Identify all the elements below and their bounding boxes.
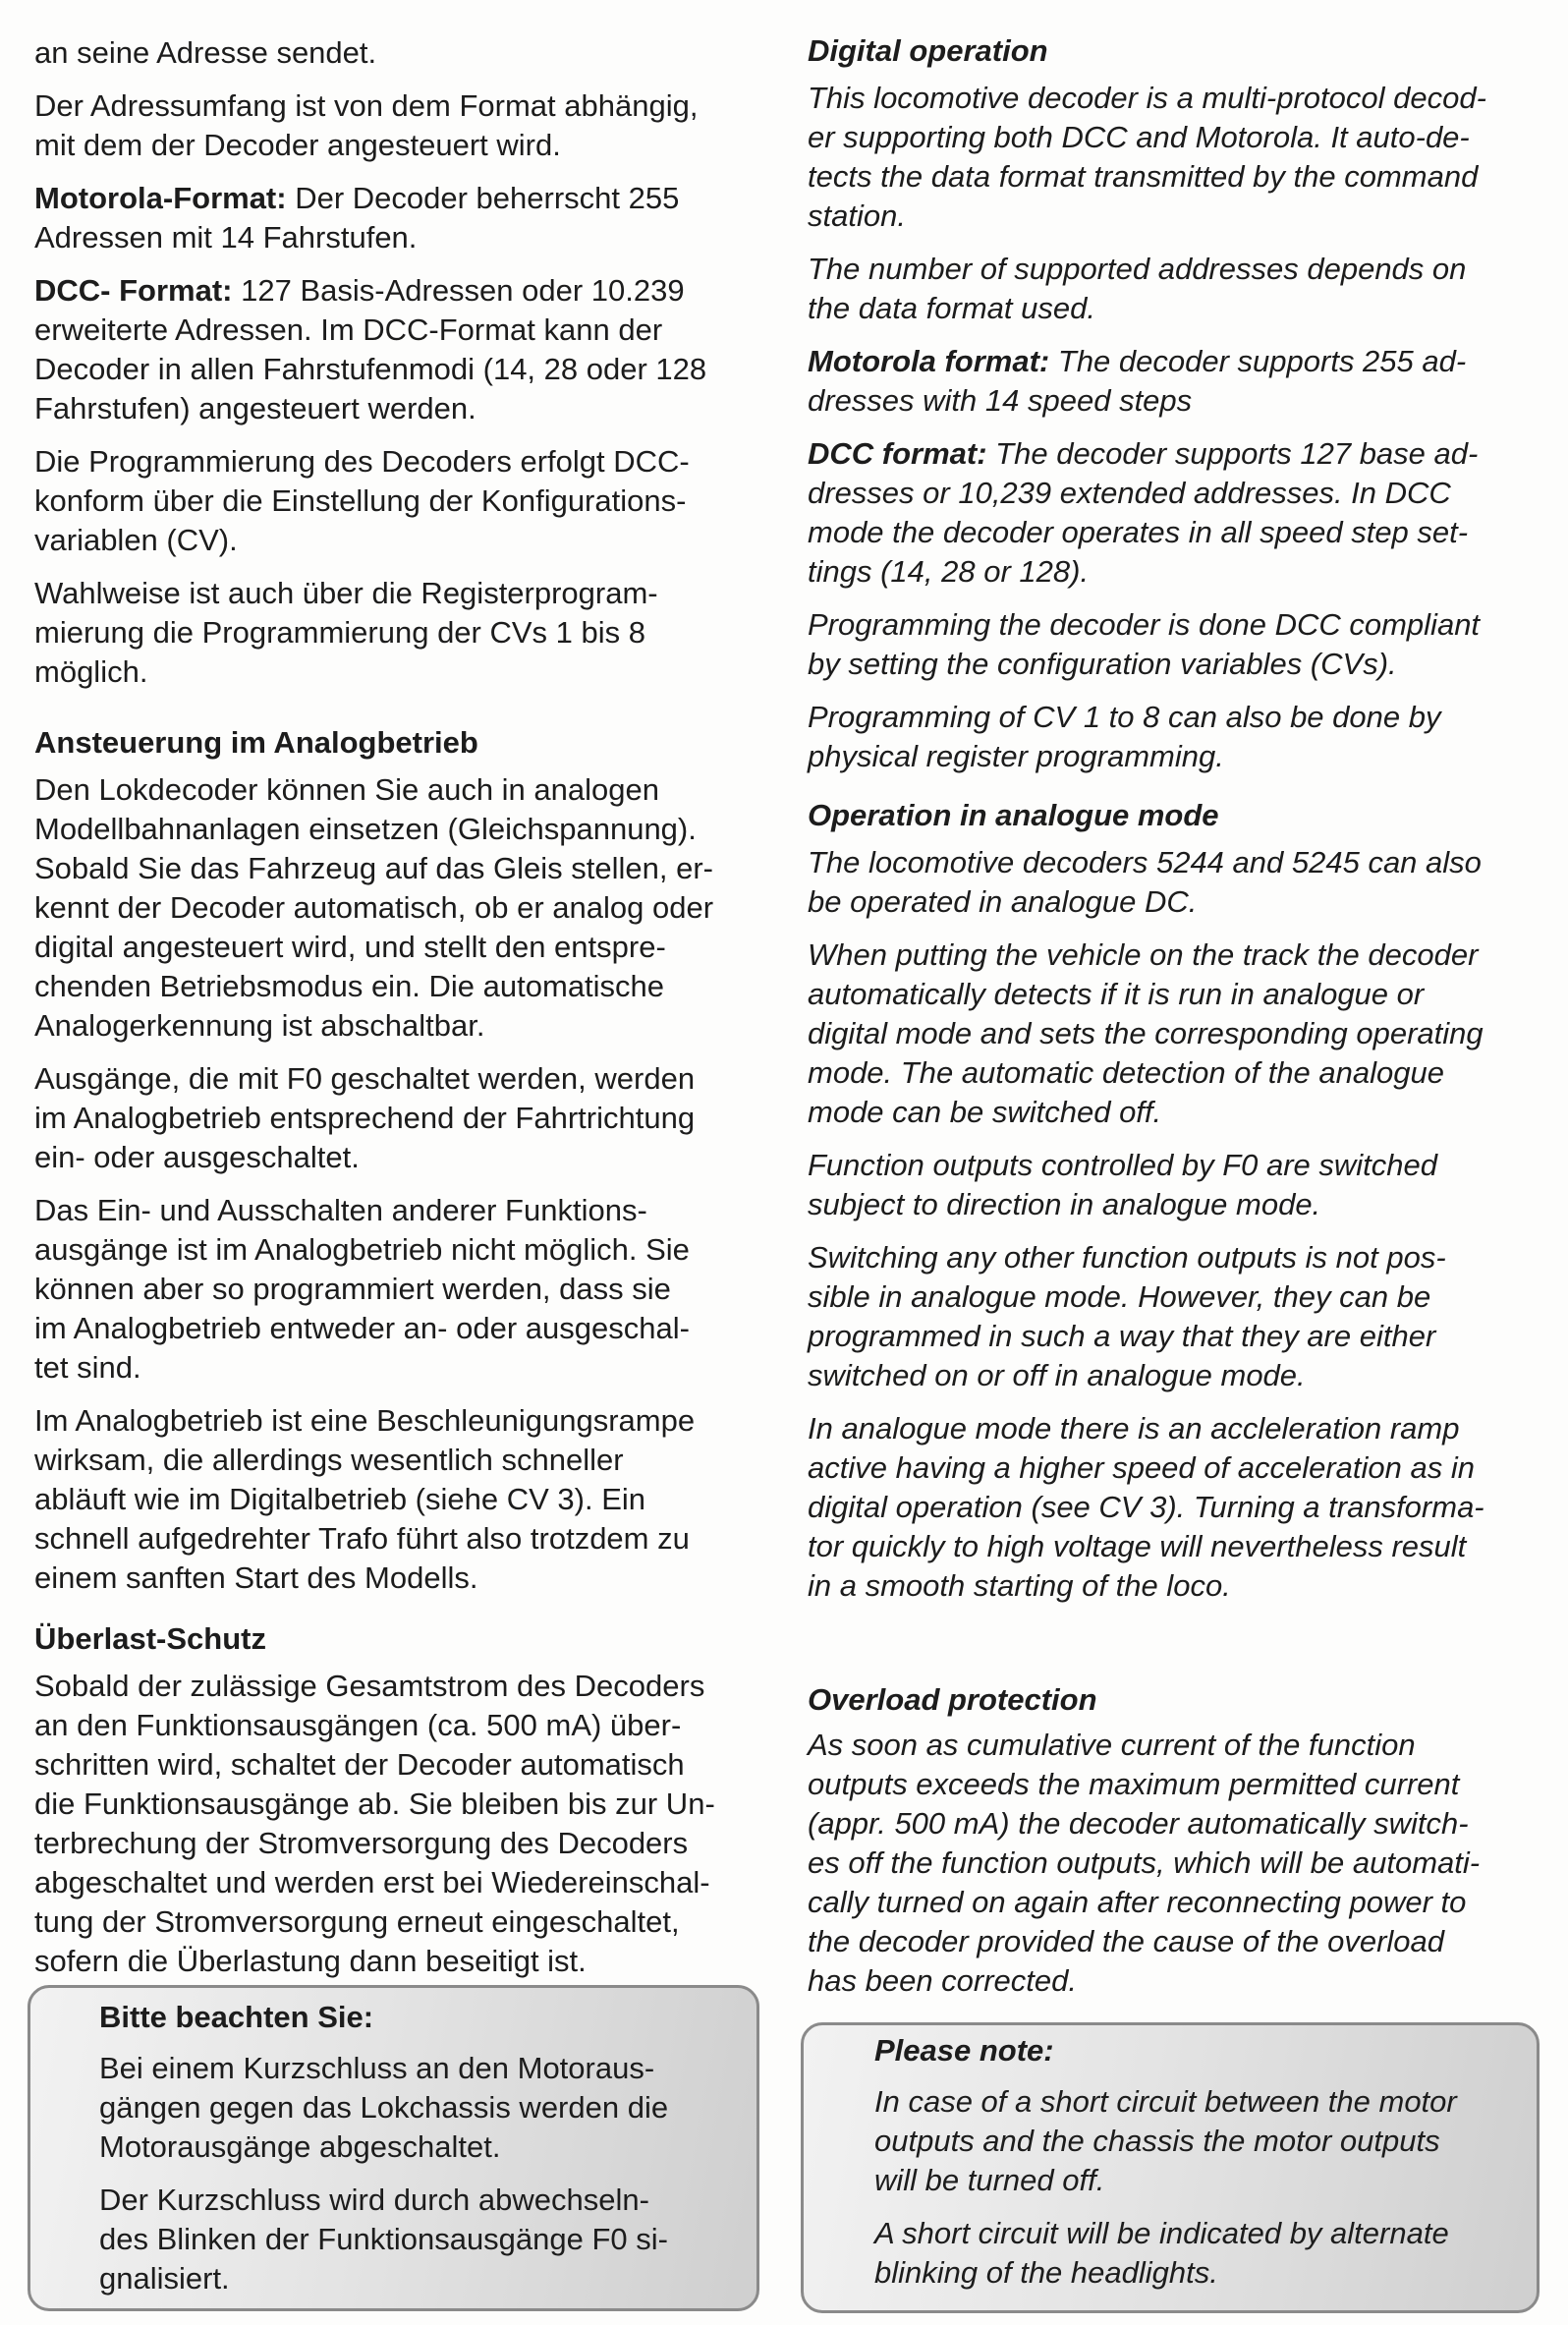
text-span: 127 Basis-Adressen oder 10.239 [232, 273, 685, 308]
text-line: This locomotive decoder is a multi-protocol decod- [808, 81, 1486, 115]
en-digital-p6 [808, 698, 1540, 776]
text-line: Das Ein- und Ausschalten anderer Funktions- [34, 1193, 647, 1227]
text-line: Die Programmierung des Decoders erfolgt DCC- [34, 444, 690, 479]
text-line: Wahlweise ist auch über die Registerprogram- [34, 576, 658, 610]
dcc-format-label: DCC format: [808, 436, 987, 471]
text-line: mode can be switched off. [808, 1095, 1162, 1129]
text-line: will be turned off. [874, 2163, 1105, 2197]
text-line: blinking of the headlights. [874, 2255, 1218, 2290]
text-line: schritten wird, schaltet der Decoder automatisch [34, 1747, 685, 1782]
text-line: chenden Betriebsmodus ein. Die automatische [34, 969, 665, 1003]
text-line: Programming the decoder is done DCC compliant [808, 607, 1481, 642]
en-dcc-format [808, 434, 1540, 592]
en-analog-p1 [808, 843, 1540, 922]
text-line: tor quickly to high voltage will nevertheless result [808, 1529, 1467, 1563]
en-analog-p3 [808, 1146, 1540, 1224]
english-column [808, 31, 1540, 2014]
en-digital-p1 [808, 79, 1540, 236]
text-line: ein- oder ausgeschaltet. [34, 1140, 360, 1174]
en-digital-heading: Digital operation [808, 33, 1048, 68]
en-analog-p5 [808, 1409, 1540, 1606]
text-line: The locomotive decoders 5244 and 5245 can also [808, 845, 1482, 879]
text-line: subject to direction in analogue mode. [808, 1187, 1321, 1221]
text-line: Den Lokdecoder können Sie auch in analogen [34, 772, 659, 807]
text-line: In case of a short circuit between the motor [874, 2084, 1457, 2119]
en-analog-heading: Operation in analogue mode [808, 798, 1219, 832]
text-line: tet sind. [34, 1350, 141, 1385]
text-line: terbrechung der Stromversorgung des Decoders [34, 1826, 689, 1860]
en-note-box [801, 2022, 1540, 2313]
motorola-format-label: Motorola format: [808, 344, 1050, 378]
text-line: by setting the configuration variables (CVs). [808, 647, 1397, 681]
text-line: programmed in such a way that they are either [808, 1319, 1436, 1353]
text-line: die Funktionsausgänge ab. Sie bleiben bis zur Un- [34, 1786, 715, 1821]
text-line: has been corrected. [808, 1963, 1078, 1998]
text-line [34, 271, 766, 311]
text-line: tects the data format transmitted by the command [808, 159, 1479, 194]
text-line: mierung die Programmierung der CVs 1 bis 8 [34, 615, 645, 650]
text-line [808, 342, 1540, 381]
de-intro-p1 [34, 33, 766, 73]
en-note-p2 [874, 2214, 1457, 2293]
text-line: tings (14, 28 or 128). [808, 554, 1090, 589]
text-line: gnalisiert. [99, 2261, 230, 2296]
de-intro-p6 [34, 574, 766, 692]
text-line: active having a higher speed of acceleration as in [808, 1450, 1475, 1485]
de-analog-p1 [34, 770, 766, 1046]
text-span: Der Decoder beherrscht 255 [286, 181, 680, 215]
text-line: an den Funktionsausgängen (ca. 500 mA) über- [34, 1708, 682, 1742]
text-line: (appr. 500 mA) the decoder automatically switch- [808, 1806, 1469, 1841]
text-line: erweiterte Adressen. Im DCC-Format kann der [34, 312, 663, 347]
de-note-content [99, 1998, 668, 2312]
text-line: A short circuit will be indicated by alternate [874, 2216, 1449, 2250]
de-analog-p2 [34, 1059, 766, 1177]
text-line: digital angesteuert wird, und stellt den entspre- [34, 930, 666, 964]
de-overload-heading: Überlast-Schutz [34, 1621, 266, 1656]
text-line: Sobald Sie das Fahrzeug auf das Gleis stellen, er- [34, 851, 713, 885]
text-line: sible in analogue mode. However, they can be [808, 1279, 1431, 1314]
en-digital-p5 [808, 605, 1540, 684]
text-line: es off the function outputs, which will be automati- [808, 1845, 1481, 1880]
de-intro-p5 [34, 442, 766, 560]
text-line: The number of supported addresses depends on [808, 252, 1467, 286]
text-line: Bei einem Kurzschluss an den Motoraus- [99, 2051, 655, 2085]
en-digital-p2 [808, 250, 1540, 328]
text-line: abgeschaltet und werden erst bei Wiedereinschal- [34, 1865, 710, 1900]
text-line: kennt der Decoder automatisch, ob er analog oder [34, 890, 714, 925]
text-line: Analogerkennung ist abschaltbar. [34, 1008, 485, 1043]
text-line: des Blinken der Funktionsausgänge F0 si- [99, 2222, 668, 2256]
text-span: The decoder supports 127 base ad- [986, 436, 1479, 471]
text-line: an seine Adresse sendet. [34, 35, 377, 70]
en-note-heading: Please note: [874, 2033, 1054, 2068]
text-line: In analogue mode there is an accleleration ramp [808, 1411, 1460, 1446]
text-line: digital operation (see CV 3). Turning a transforma- [808, 1490, 1484, 1524]
de-intro-p2 [34, 86, 766, 165]
text-line: dresses or 10,239 extended addresses. In DCC [808, 476, 1451, 510]
text-line: gängen gegen das Lokchassis werden die [99, 2090, 669, 2125]
en-note-content [874, 2031, 1457, 2306]
de-note-p1 [99, 2049, 668, 2167]
text-line: Fahrstufen) angesteuert werden. [34, 391, 476, 425]
text-line: Switching any other function outputs is not pos- [808, 1240, 1446, 1275]
de-analog-p3 [34, 1191, 766, 1388]
en-overload-heading: Overload protection [808, 1682, 1097, 1717]
text-line: Sobald der zulässige Gesamtstrom des Decoders [34, 1669, 705, 1703]
text-line: switched on or off in analogue mode. [808, 1358, 1306, 1392]
en-analog-p4 [808, 1238, 1540, 1395]
text-line: Ausgänge, die mit F0 geschaltet werden, werden [34, 1061, 696, 1096]
text-line: As soon as cumulative current of the function [808, 1728, 1416, 1762]
text-line: sofern die Überlastung dann beseitigt ist. [34, 1944, 587, 1978]
text-line: dresses with 14 speed steps [808, 383, 1193, 418]
text-line: mode. The automatic detection of the analogue [808, 1055, 1444, 1090]
text-line: automatically detects if it is run in analogue or [808, 977, 1425, 1011]
text-line: physical register programming. [808, 739, 1224, 773]
text-line: im Analogbetrieb entsprechend der Fahrtrichtung [34, 1101, 696, 1135]
text-line: mit dem der Decoder angesteuert wird. [34, 128, 561, 162]
en-note-p1 [874, 2082, 1457, 2200]
text-line: können aber so programmiert werden, dass sie [34, 1272, 671, 1306]
text-line: station. [808, 198, 906, 233]
text-line: konform über die Einstellung der Konfigurations- [34, 483, 687, 518]
text-line: mode the decoder operates in all speed step set- [808, 515, 1469, 549]
text-line: Im Analogbetrieb ist eine Beschleunigungsrampe [34, 1403, 696, 1438]
text-line: outputs and the chassis the motor outputs [874, 2124, 1440, 2158]
de-note-p2 [99, 2181, 668, 2298]
text-line: möglich. [34, 654, 148, 689]
text-line [34, 179, 766, 218]
en-motorola-format [808, 342, 1540, 421]
text-line: im Analogbetrieb entweder an- oder ausgeschal- [34, 1311, 690, 1345]
text-line: Der Adressumfang ist von dem Format abhängig, [34, 88, 699, 123]
german-column [34, 33, 766, 1995]
text-line: digital mode and sets the corresponding operating [808, 1016, 1484, 1050]
text-line: When putting the vehicle on the track the decoder [808, 937, 1479, 972]
en-overload-p1 [808, 1726, 1540, 2001]
text-line: outputs exceeds the maximum permitted current [808, 1767, 1460, 1801]
en-analog-p2 [808, 936, 1540, 1132]
text-line: einem sanften Start des Modells. [34, 1560, 478, 1595]
text-line: schnell aufgedrehter Trafo führt also trotzdem zu [34, 1521, 690, 1556]
text-line: Decoder in allen Fahrstufenmodi (14, 28 oder 128 [34, 352, 707, 386]
text-line: the data format used. [808, 291, 1095, 325]
text-line: cally turned on again after reconnecting power to [808, 1885, 1467, 1919]
de-analog-p4 [34, 1401, 766, 1598]
text-line: Programming of CV 1 to 8 can also be done by [808, 700, 1441, 734]
text-line: er supporting both DCC and Motorola. It auto-de- [808, 120, 1470, 154]
text-line: wirksam, die allerdings wesentlich schneller [34, 1443, 624, 1477]
de-motorola-format [34, 179, 766, 257]
de-note-heading: Bitte beachten Sie: [99, 2000, 374, 2034]
text-line: ausgänge ist im Analogbetrieb nicht möglich. Sie [34, 1232, 690, 1267]
de-overload-p1 [34, 1667, 766, 1981]
motorola-format-label: Motorola-Format: [34, 181, 287, 215]
de-note-box [28, 1985, 759, 2311]
de-dcc-format [34, 271, 766, 428]
text-line [808, 434, 1540, 474]
text-line: be operated in analogue DC. [808, 884, 1198, 919]
text-line: tung der Stromversorgung erneut eingeschaltet, [34, 1904, 680, 1939]
text-span: The decoder supports 255 ad- [1049, 344, 1467, 378]
text-line: in a smooth starting of the loco. [808, 1568, 1231, 1603]
text-line: Motorausgänge abgeschaltet. [99, 2129, 501, 2164]
text-line: Function outputs controlled by F0 are switched [808, 1148, 1438, 1182]
text-line: abläuft wie im Digitalbetrieb (siehe CV 3). Ein [34, 1482, 645, 1516]
text-line: the decoder provided the cause of the overload [808, 1924, 1445, 1958]
dcc-format-label: DCC- Format: [34, 273, 233, 308]
text-line: Der Kurzschluss wird durch abwechseln- [99, 2183, 649, 2217]
text-line: Adressen mit 14 Fahrstufen. [34, 220, 418, 255]
text-line: Modellbahnanlagen einsetzen (Gleichspannung). [34, 812, 697, 846]
de-analog-heading: Ansteuerung im Analogbetrieb [34, 725, 478, 760]
text-line: variablen (CV). [34, 523, 238, 557]
